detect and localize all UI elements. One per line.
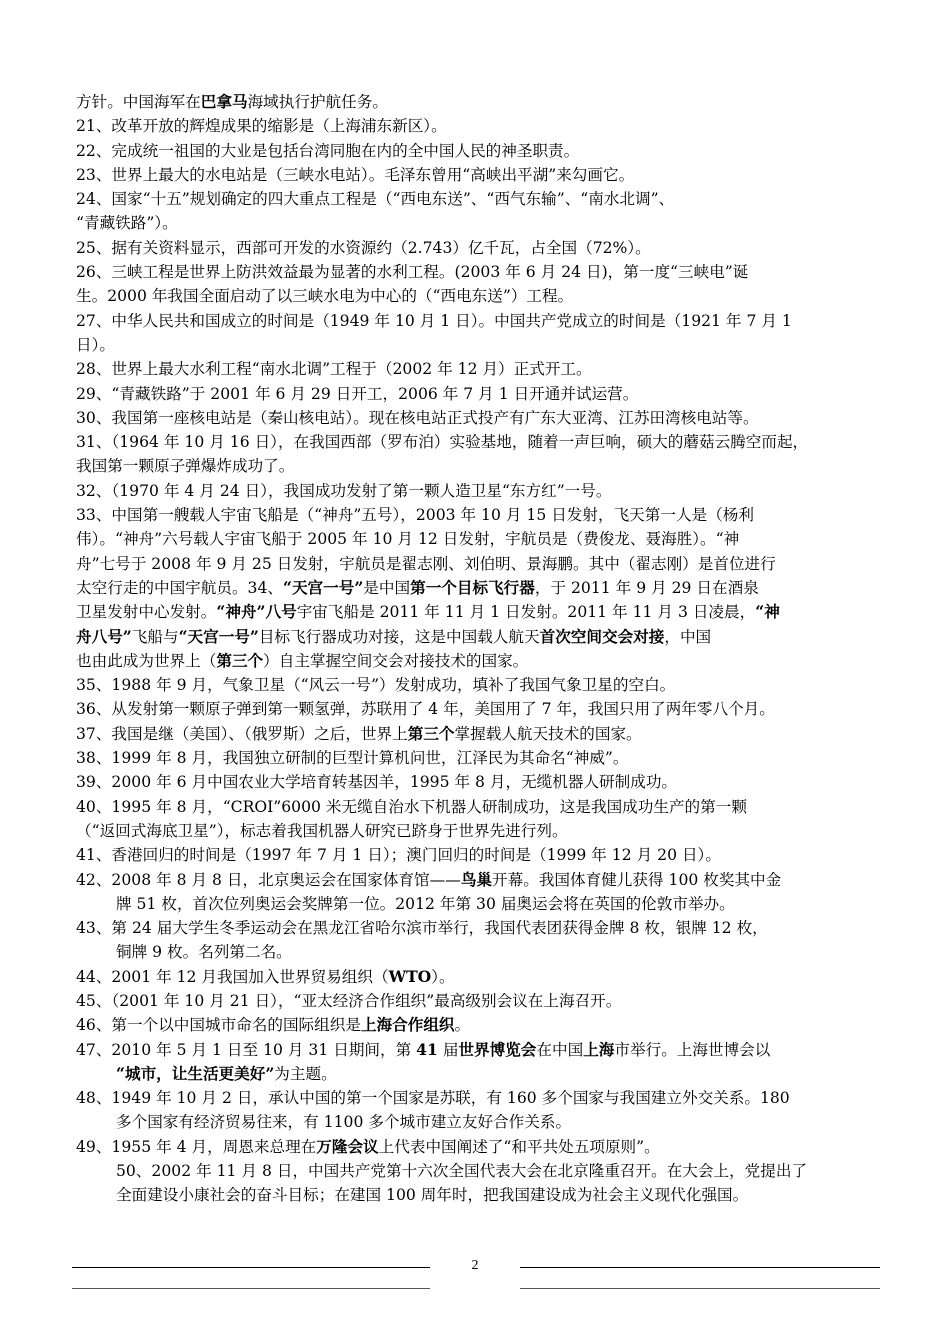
text-line: 45、（2001 年 10 月 21 日），“亚太经济合作组织”最高级别会议在上海召开。 <box>76 991 622 1010</box>
text-line: 33、中国第一艘载人宇宙飞船是（“神舟”五号），2003 年 10 月 15 日发射，飞天第一人是（杨利 <box>76 506 754 525</box>
document-body <box>76 90 876 1208</box>
text-line: 舟八号”飞船与“天宫一号”目标飞行器成功对接，这是中国载人航天首次空间交会对接，中国 <box>76 626 712 646</box>
page-number: 2 <box>471 1258 479 1273</box>
text-line: 35、1988 年 9 月，气象卫星（“风云一号”）发射成功，填补了我国气象卫星的空白。 <box>76 676 676 695</box>
text-line: 28、世界上最大水利工程“南水北调”工程于（2002 年 12 月）正式开工。 <box>76 360 592 379</box>
emphasis: 41 <box>416 1039 438 1059</box>
text-line: 卫星发射中心发射。“神舟”八号宇宙飞船是 2011 年 11 月 1 日发射。2011 年 11 月 3 日凌晨，“神 <box>76 602 780 622</box>
emphasis: 上海合作组织 <box>360 1015 455 1035</box>
emphasis: 巴拿马 <box>200 92 248 111</box>
text-line: 伟）。“神舟”六号载人宇宙飞船于 2005 年 10 月 12 日发射，宇航员是（费俊龙、聂海胜）。“神 <box>76 530 740 549</box>
text-line: 日）。 <box>76 335 115 354</box>
text-line: 全面建设小康社会的奋斗目标；在建国 100 周年时，把我国建设成为社会主义现代化强国。 <box>116 1186 749 1205</box>
emphasis: “神 <box>755 602 780 622</box>
emphasis: 上海 <box>583 1039 615 1059</box>
text-line: 23、世界上最大的水电站是（三峡水电站）。毛泽东曾用“高峡出平湖”来勾画它。 <box>76 165 635 184</box>
text-line: “城市，让生活更美好”为主题。 <box>116 1063 337 1083</box>
emphasis: 万隆会议 <box>316 1136 379 1156</box>
text-line: 24、国家“十五”规划确定的四大重点工程是（“西电东送”、“西气东输”、“南水北调”、 <box>76 190 675 209</box>
emphasis: “天宫一号” <box>282 577 364 597</box>
footer-rule-left-bottom <box>72 1288 430 1289</box>
text-line: 49、1955 年 4 月，周恩来总理在万隆会议上代表中国阐述了“和平共处五项原则”。 <box>76 1136 660 1156</box>
footer-rule-right-bottom <box>520 1288 880 1289</box>
text-line: 舟”七号于 2008 年 9 月 25 日发射，宇航员是翟志刚、刘伯明、景海鹏。其中（翟志刚）是首位进行 <box>76 554 776 573</box>
emphasis: “天宫一号” <box>178 626 259 646</box>
emphasis: 世界博览会 <box>458 1039 537 1059</box>
text-line: 46、第一个以中国城市命名的国际组织是上海合作组织。 <box>76 1015 471 1035</box>
text-line: 43、第 24 届大学生冬季运动会在黑龙江省哈尔滨市举行，我国代表团获得金牌 8 枚，银牌 12 枚， <box>76 919 768 938</box>
emphasis: 第三个 <box>216 650 264 670</box>
text-line: 47、2010 年 5 月 1 日至 10 月 31 日期间，第 41 届世界博览会在中国上海市举行。上海世博会以 <box>76 1039 771 1059</box>
text-line: 30、我国第一座核电站是（秦山核电站）。现在核电站正式投产有广东大亚湾、江苏田湾核电站等。 <box>76 408 759 427</box>
text-line: 21、改革开放的辉煌成果的缩影是（上海浦东新区）。 <box>76 117 447 136</box>
text-line: 44、2001 年 12 月我国加入世界贸易组织（WTO）。 <box>76 966 455 986</box>
text-line: 38、1999 年 8 月，我国独立研制的巨型计算机问世，江泽民为其命名“神威”。 <box>76 749 629 768</box>
text-line: 太空行走的中国宇航员。34、“天宫一号”是中国第一个目标飞行器，于 2011 年 9 月 29 日在酒泉 <box>76 577 759 597</box>
text-line: （“返回式海底卫星”），标志着我国机器人研究已跻身于世界先进行列。 <box>76 821 568 840</box>
text-line: 50、2002 年 11 月 8 日，中国共产党第十六次全国代表大会在北京隆重召开。在大会上，党提出了 <box>116 1162 808 1181</box>
text-line: 39、2000 年 6 月中国农业大学培育转基因羊，1995 年 8 月，无缆机器人研制成功。 <box>76 773 678 792</box>
text-line: 41、香港回归的时间是（1997 年 7 月 1 日）；澳门回归的时间是（1999 年 12 月 20 日）。 <box>76 846 721 865</box>
emphasis: 首次空间交会对接 <box>539 626 665 646</box>
text-line: 40、1995 年 8 月，“CROI”6000 米无缆自治水下机器人研制成功，这是我国成功生产的第一颗 <box>76 797 747 816</box>
emphasis: 舟八号” <box>76 626 132 646</box>
text-line: 22、完成统一祖国的大业是包括台湾同胞在内的全中国人民的神圣职责。 <box>76 141 580 160</box>
text-line: 48、1949 年 10 月 2 日，承认中国的第一个国家是苏联，有 160 多个国家与我国建立外交关系。180 <box>76 1089 790 1108</box>
text-line: 37、我国是继（美国）、（俄罗斯）之后，世界上第三个掌握载人航天技术的国家。 <box>76 723 642 743</box>
text-line: 铜牌 9 枚。名列第二名。 <box>116 943 292 962</box>
text-line: 我国第一颗原子弹爆炸成功了。 <box>76 457 295 476</box>
text-line: 36、从发射第一颗原子弹到第一颗氢弹，苏联用了 4 年，美国用了 7 年，我国只用了两年零八个月。 <box>76 700 775 719</box>
text-line: 26、三峡工程是世界上防洪效益最为显著的水利工程。(2003 年 6 月 24 日)，第一度“三峡电”诞 <box>76 263 749 282</box>
emphasis: “城市，让生活更美好” <box>116 1063 275 1083</box>
emphasis: “神舟”八号 <box>216 602 297 622</box>
text-line: 31、（1964 年 10 月 16 日），在我国西部（罗布泊）实验基地，随着一声巨响，硕大的蘑菇云腾空而起， <box>76 433 809 452</box>
emphasis: 第一个目标飞行器 <box>410 577 535 597</box>
text-line: 牌 51 枚，首次位列奥运会奖牌第一位。2012 年第 30 届奥运会将在英国的伦敦市举办。 <box>116 894 735 913</box>
emphasis: 鸟巢 <box>460 869 493 889</box>
text-line: 27、中华人民共和国成立的时间是（1949 年 10 月 1 日）。中国共产党成立的时间是（1921 年 7 月 1 <box>76 311 792 330</box>
text-line: 多个国家有经济贸易往来，有 1100 多个城市建立友好合作关系。 <box>116 1113 572 1132</box>
text-line: 42、2008 年 8 月 8 日，北京奥运会在国家体育馆——鸟巢开幕。我国体育健儿获得 100 枚奖其中金 <box>76 869 782 889</box>
text-line: 29、“青藏铁路”于 2001 年 6 月 29 日开工，2006 年 7 月 1 日开通并试运营。 <box>76 384 639 403</box>
emphasis: 第三个 <box>407 723 455 743</box>
text-line: “青藏铁路”）。 <box>76 214 178 233</box>
text-line: 生。2000 年我国全面启动了以三峡水电为中心的（“西电东送”）工程。 <box>76 287 574 306</box>
emphasis: WTO <box>388 966 432 986</box>
text-line: 25、据有关资料显示，西部可开发的水资源约（2.743）亿千瓦，占全国（72%）。 <box>76 238 651 257</box>
text-line: 也由此成为世界上（第三个）自主掌握空间交会对接技术的国家。 <box>76 650 529 670</box>
text-line: 方针。中国海军在巴拿马海域执行护航任务。 <box>76 92 388 111</box>
text-line: 32、（1970 年 4 月 24 日），我国成功发射了第一颗人造卫星“东方红”一号。 <box>76 481 612 500</box>
